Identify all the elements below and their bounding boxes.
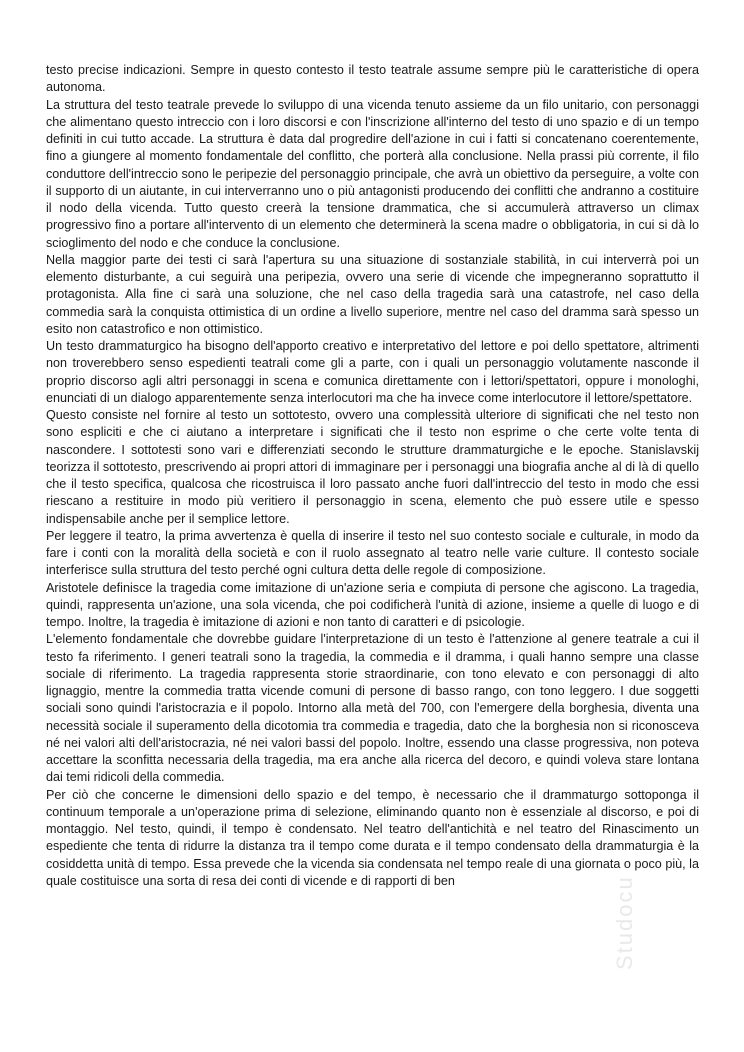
paragraph-8: L'elemento fondamentale che dovrebbe guidare l'interpretazione di un testo è l'attenzione al genere teatrale a cui il testo fa riferimento. I generi teatrali sono la tragedia, la commedia e il dramma, i quali hanno sempre una classe sociale di riferimento. La tragedia rappresenta storie straordinarie, con tono elevato e con personaggi di alto lignaggio, mentre la commedia tratta vicende comuni di persone di basso rango, con tono leggero. I due soggetti sociali sono quindi l'aristocrazia e il popolo. Intorno alla metà del 700, con l'emergere della borghesia, diventa una necessità sociale il superamento della dicotomia tra commedia e tragedia, dato che la borghesia non si riconosceva né nei valori alti dell'aristocrazia, né nei valori bassi del popolo. Inoltre, essendo una classe progressiva, non poteva accettare la sconfitta necessaria della tragedia, ma era anche alla ricerca del decoro, e quindi voleva stare lontana dai temi ridicoli della commedia. xyxy=(46,632,699,785)
paragraph-3: Nella maggior parte dei testi ci sarà l'apertura su una situazione di sostanziale stabilità, in cui interverrà poi un elemento disturbante, a cui seguirà una peripezia, ovvero una serie di vicende che impegneranno soprattutto il protagonista. Alla fine ci sarà una soluzione, che nel caso della tragedia sarà una catastrofe, nel caso della commedia sarà la conquista ottimistica di un ordine a livello superiore, mentre nel caso del dramma sarà spesso un esito non catastrofico e non ottimistico. xyxy=(46,252,699,336)
paragraph-2: La struttura del testo teatrale prevede lo sviluppo di una vicenda tenuto assieme da un filo unitario, con personaggi che alimentano questo intreccio con i loro discorsi e con l'inscrizione all'interno del testo di uno spazio e di un tempo definiti in cui tutto accade. La struttura è data dal progredire dell'azione in cui i fatti si concatenano coerentemente, fino a giungere al momento fondamentale del conflitto, che porterà alla conclusione. Nella prassi più corrente, il filo conduttore dell'intreccio sono le peripezie del personaggio principale, che avrà un obiettivo da perseguire, a volte con il supporto di un aiutante, in cui interverranno uno o più antagonisti producendo dei conflitti che andranno a costituire il nodo della vicenda. Tutto questo creerà la tensione drammatica, che si accumulerà attraverso un climax progressivo fino a portare all'intervento di un elemento che determinerà la scena madre o obbligatoria, in cui si dà lo scioglimento del nodo e che conduce la conclusione. xyxy=(46,97,699,250)
paragraph-7: Aristotele definisce la tragedia come imitazione di un'azione seria e compiuta di persone che agiscono. La tragedia, quindi, rappresenta un'azione, una sola vicenda, che poi codificherà l'unità di azione, insieme a quelle di luogo e di tempo. Inoltre, la tragedia è imitazione di azioni e non tanto di caratteri e di psicologie. xyxy=(46,580,699,629)
body-text xyxy=(46,62,699,890)
paragraph-6: Per leggere il teatro, la prima avvertenza è quella di inserire il testo nel suo contesto sociale e culturale, in modo da fare i conti con la moralità della società e con il ruolo assegnato al teatro nelle varie culture. Il contesto sociale interferisce sulla struttura del testo perché ogni cultura detta delle regole di composizione. xyxy=(46,528,699,578)
watermark: Studocu xyxy=(612,875,637,970)
paragraph-9: Per ciò che concerne le dimensioni dello spazio e del tempo, è necessario che il drammaturgo sottoponga il continuum temporale a un'operazione prima di selezione, eliminando quanto non è essenziale al discorso, e poi di montaggio. Nel testo, quindi, il tempo è condensato. Nel teatro dell'antichità e nel teatro del Rinascimento un espediente che tenta di ridurre la distanza tra il tempo come durata e il tempo condensato della drammaturgia è la cosiddetta unità di tempo. Essa prevede che la vicenda sia condensata nel tempo reale di una giornata o poco più, la quale costituisce una sorta di resa dei conti di vicende e di rapporti di ben xyxy=(46,787,699,888)
paragraph-1: testo precise indicazioni. Sempre in questo contesto il testo teatrale assume sempre più le caratteristiche di opera autonoma. xyxy=(46,63,699,95)
paragraph-4: Un testo drammaturgico ha bisogno dell'apporto creativo e interpretativo del lettore e poi dello spettatore, altrimenti non troverebbero senso espedienti teatrali come gli a parte, con i quali un personaggio volutamente nasconde il proprio discorso agli altri personaggi in scena e comunica direttamente con i lettori/spettatori, oppure i monologhi, enunciati di un dialogo apparentemente senza interlocutori ma che ha invece come interlocutore il lettore/spettatore. xyxy=(46,339,699,405)
paragraph-5: Questo consiste nel fornire al testo un sottotesto, ovvero una complessità ulteriore di significati che nel testo non sono espliciti e che ci aiutano a interpretare i significati che il testo non esprime o che certe volte tenta di nascondere. I sottotesti sono vari e differenziati secondo le strutture drammaturgiche e le epoche. Stanislavskij teorizza il sottotesto, prescrivendo ai propri attori di immaginare per i personaggi una biografia anche al di là di quello che il testo specifica, qualcosa che ricostruisca il loro passato anche fuori dall'intreccio del testo in modo che essi riescano a restituire in modo più veritiero il personaggio in scena, elemento che può essere utile e spesso indispensabile anche per il semplice lettore. xyxy=(46,408,699,526)
